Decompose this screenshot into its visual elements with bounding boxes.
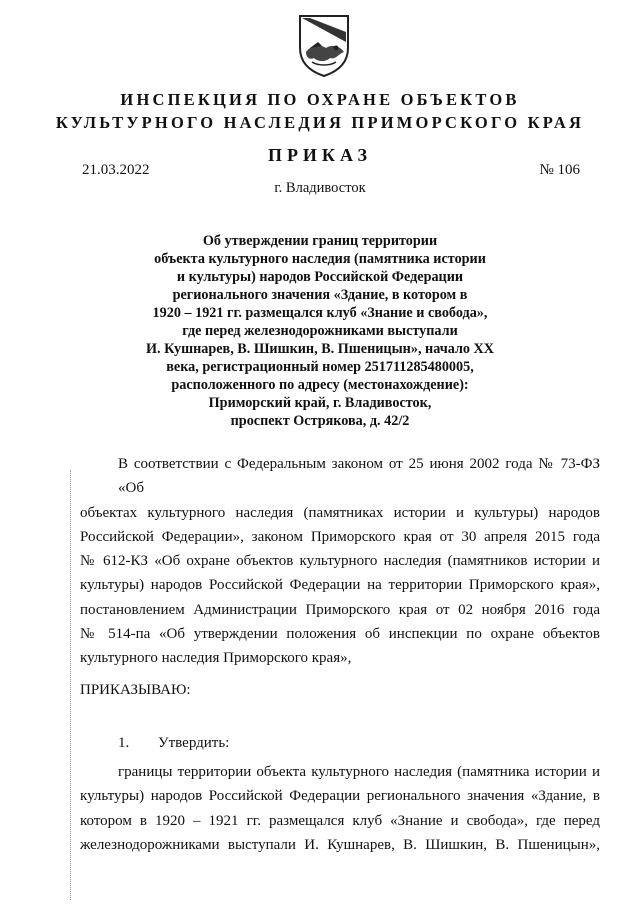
preamble-line: № 514-па «Об утверждении положения об инспекции по охране объектов	[80, 626, 600, 643]
title-line: И. Кушнарев, В. Шишкин, В. Пшеницын», начало XX	[145, 341, 495, 357]
primorsky-krai-coat-of-arms-icon	[296, 12, 352, 78]
preamble-line: В соответствии с Федеральным законом от 25 июня 2002 года № 73-ФЗ «Об	[118, 456, 600, 497]
document-date: 21.03.2022	[82, 162, 150, 178]
scan-edge-line	[70, 470, 72, 900]
document-number: № 106	[539, 162, 580, 178]
order-directive: ПРИКАЗЫВАЮ:	[80, 682, 191, 698]
title-line: Об утверждении границ территории	[202, 233, 438, 249]
document-title	[120, 232, 520, 430]
item-1-line: котором в 1920 – 1921 гг. размещался клуб «Знание и свобода», где перед	[80, 812, 600, 829]
title-line: где перед железнодорожниками выступали	[182, 323, 458, 339]
title-line: 1920 – 1921 гг. размещался клуб «Знание и свобода»,	[152, 305, 488, 321]
preamble-line: объектах культурного наследия (памятниках истории и культуры) народов	[80, 504, 600, 521]
preamble-paragraph	[80, 452, 600, 671]
organization-name-line-2: КУЛЬТУРНОГО НАСЛЕДИЯ ПРИМОРСКОГО КРАЯ	[55, 113, 585, 132]
title-line: Приморский край, г. Владивосток,	[208, 395, 432, 411]
preamble-line: Российской Федерации», законом Приморского края от 30 апреля 2015 года	[80, 528, 600, 545]
preamble-line: № 612-КЗ «Об охране объектов культурного наследия (памятников истории и	[80, 553, 600, 570]
item-1-paragraph	[80, 760, 600, 857]
title-line: проспект Острякова, д. 42/2	[230, 413, 410, 429]
item-1-line: культуры) народов Российской Федерации регионального значения «Здание, в	[80, 788, 600, 805]
preamble-line: культурного наследия Приморского края»,	[80, 650, 352, 667]
title-line: регионального значения «Здание, в котором в	[172, 287, 468, 303]
item-1-line: границы территории объекта культурного наследия (памятника истории и	[118, 764, 600, 780]
preamble-line: культуры) народов Российской Федерации на территории Приморского края»,	[80, 577, 600, 594]
title-line: расположенного по адресу (местонахождение):	[171, 377, 469, 393]
item-number: 1.	[118, 735, 130, 751]
document-city: г. Владивосток	[274, 180, 366, 196]
title-line: века, регистрационный номер 251711285480005,	[166, 359, 474, 375]
document-type: ПРИКАЗ	[267, 145, 373, 165]
item-text: Утвердить:	[158, 735, 230, 751]
title-line: и культуры) народов Российской Федерации	[176, 269, 464, 285]
title-line: объекта культурного наследия (памятника истории	[154, 251, 486, 267]
preamble-line: постановлением Администрации Приморского края от 02 ноября 2016 года	[80, 601, 600, 618]
order-item-1	[118, 735, 229, 752]
item-1-line: железнодорожниками выступали И. Кушнарев, В. Шишкин, В. Пшеницын»,	[80, 836, 600, 853]
organization-name-line-1: ИНСПЕКЦИЯ ПО ОХРАНЕ ОБЪЕКТОВ	[120, 90, 520, 109]
